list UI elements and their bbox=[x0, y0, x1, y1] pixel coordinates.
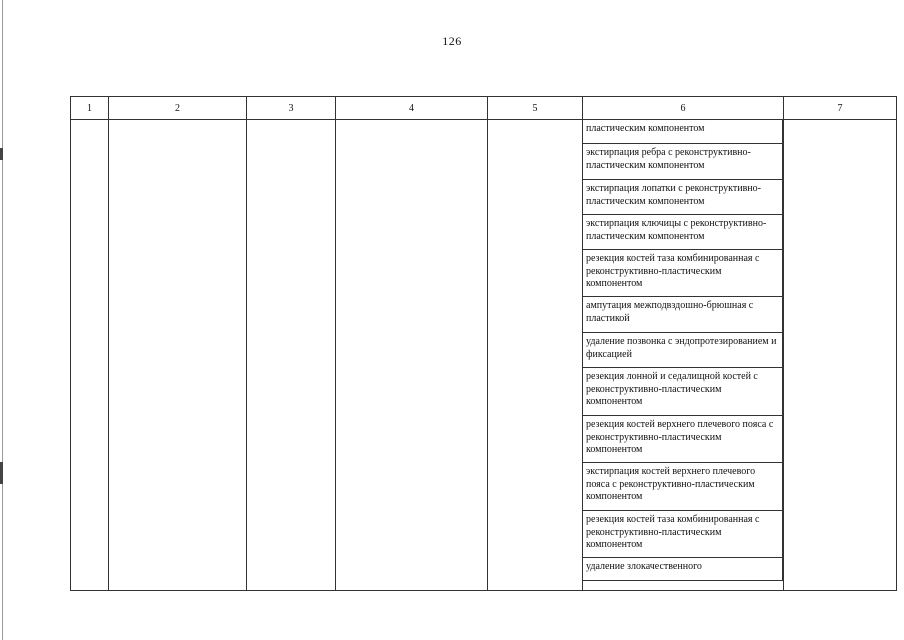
procedure-item: экстирпация ключицы с реконструктивно-пластическим компонентом bbox=[582, 214, 783, 250]
procedure-item: удаление позвонка с эндопротезированием и фиксацией bbox=[582, 332, 783, 368]
scan-edge-mark bbox=[0, 462, 3, 484]
table-row bbox=[71, 120, 897, 591]
column-number-row bbox=[71, 97, 897, 120]
procedure-item: пластическим компонентом bbox=[582, 120, 783, 144]
column-number: 6 bbox=[583, 97, 784, 120]
procedure-list bbox=[583, 120, 783, 581]
table-cell-col7 bbox=[784, 120, 897, 591]
procedure-item: резекция костей таза комбинированная с реконструктивно-пластическим компонентом bbox=[582, 510, 783, 558]
page-number: 126 bbox=[442, 34, 462, 48]
table-cell-col2 bbox=[109, 120, 247, 591]
table-cell-col1 bbox=[71, 120, 109, 591]
procedure-item: экстирпация ребра с реконструктивно-пластическим компонентом bbox=[582, 143, 783, 180]
table-cell-col5 bbox=[488, 120, 583, 591]
procedure-item: резекция костей таза комбинированная с реконструктивно-пластическим компонентом bbox=[582, 249, 783, 297]
scan-edge-mark bbox=[0, 148, 3, 160]
procedure-item: резекция лонной и седалищной костей с реконструктивно-пластическим компонентом bbox=[582, 367, 783, 416]
column-number: 1 bbox=[71, 97, 109, 120]
scan-edge-line bbox=[2, 0, 3, 640]
procedure-item: удаление злокачественного bbox=[582, 557, 783, 581]
column-number: 5 bbox=[488, 97, 583, 120]
table-cell-col4 bbox=[336, 120, 488, 591]
procedure-item: резекция костей верхнего плечевого пояса с реконструктивно-пластическим компонентом bbox=[582, 415, 783, 463]
column-number: 2 bbox=[109, 97, 247, 120]
procedures-table bbox=[70, 96, 897, 591]
procedure-item: экстирпация костей верхнего плечевого пояса с реконструктивно-пластическим компонентом bbox=[582, 462, 783, 511]
procedure-item: ампутация межподвздошно-брюшная с пластикой bbox=[582, 296, 783, 333]
column-number: 3 bbox=[247, 97, 336, 120]
procedure-item: экстирпация лопатки с реконструктивно-пластическим компонентом bbox=[582, 179, 783, 215]
column-number: 4 bbox=[336, 97, 488, 120]
table-cell-col3 bbox=[247, 120, 336, 591]
table-cell-procedures bbox=[583, 120, 784, 591]
column-number: 7 bbox=[784, 97, 897, 120]
